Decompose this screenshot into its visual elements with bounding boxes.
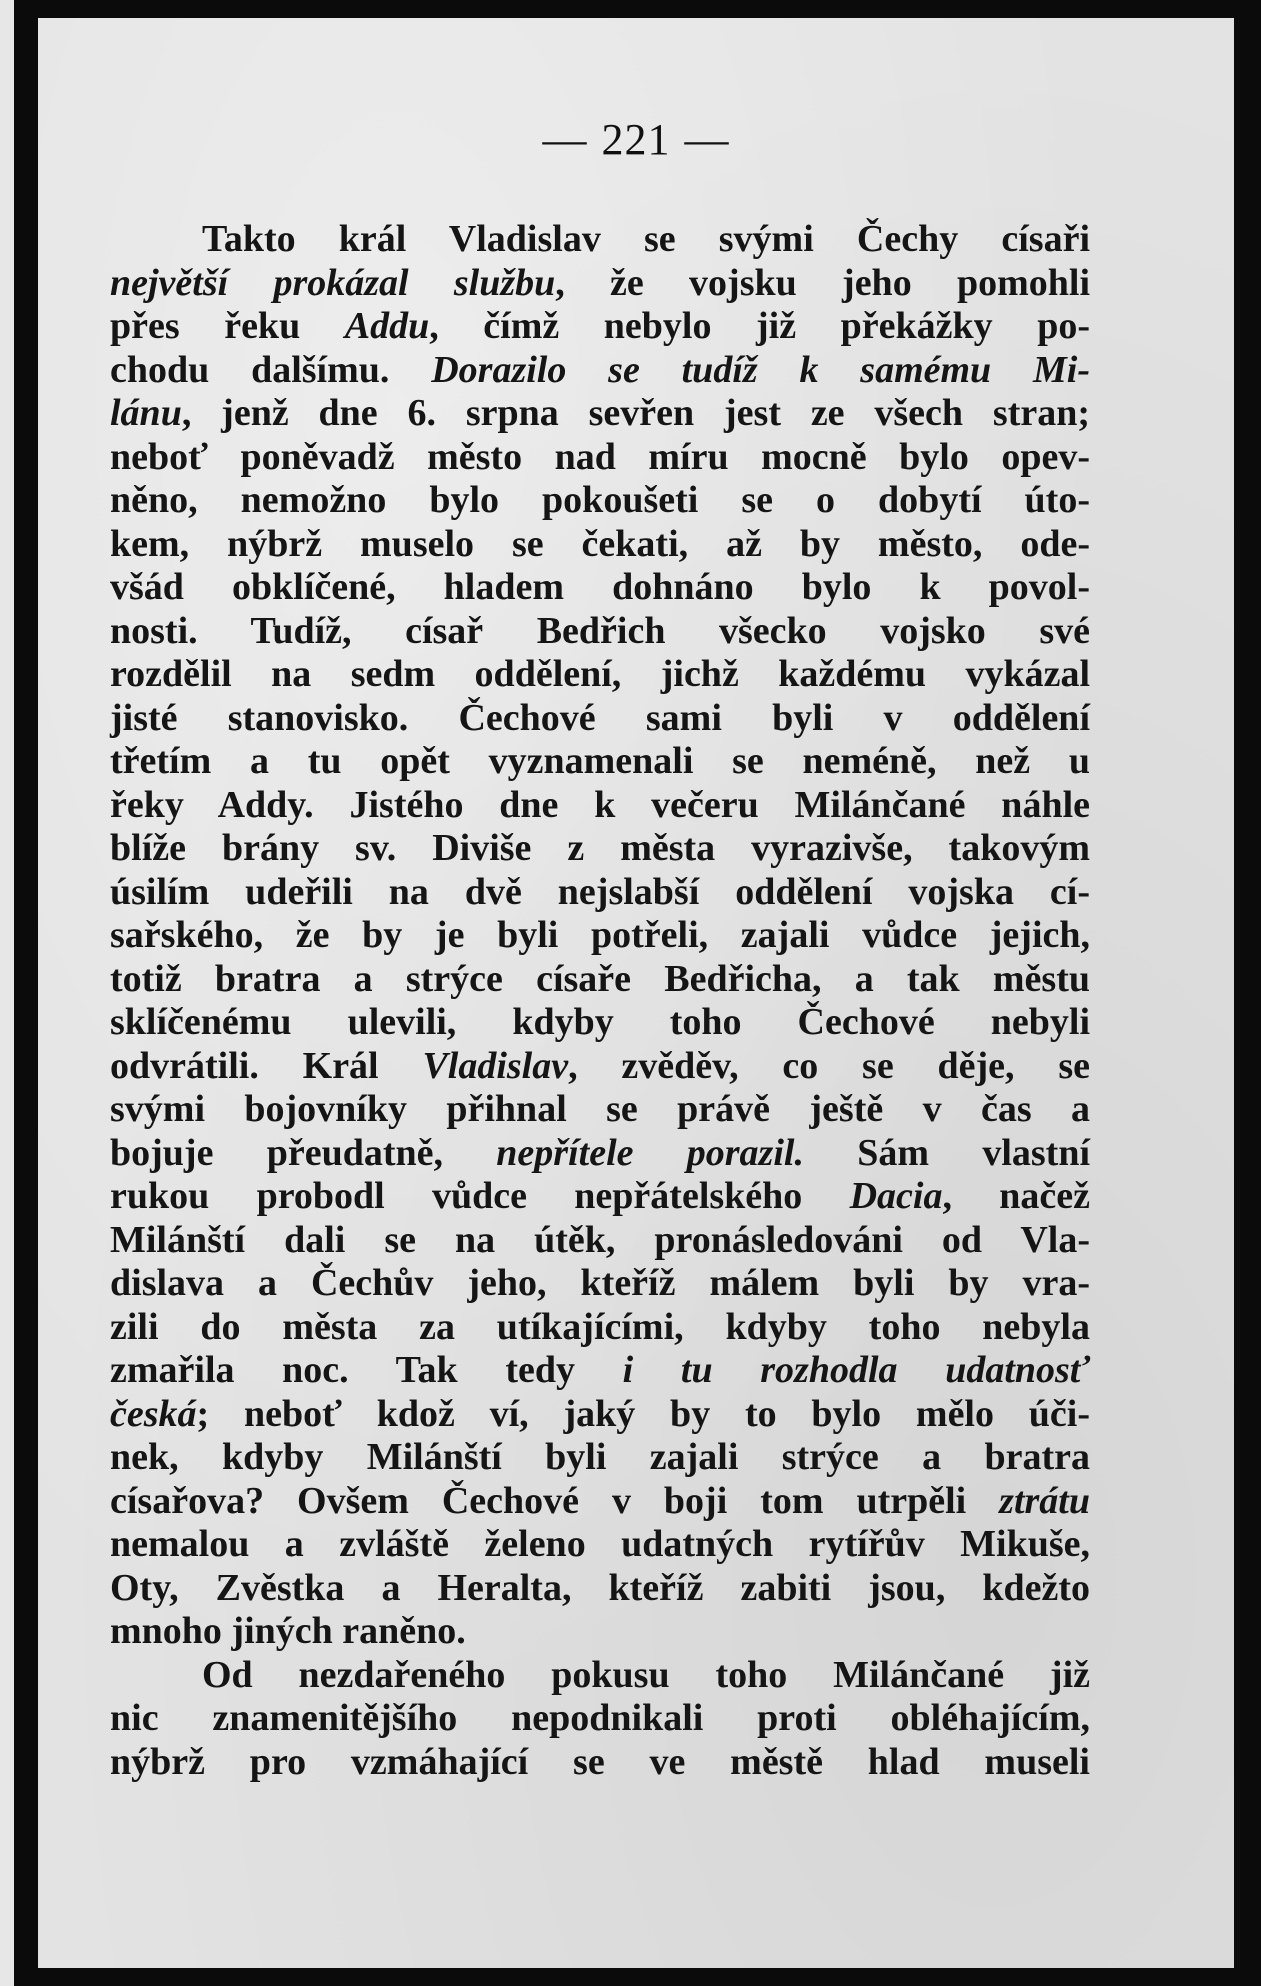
text-segment: Oty, Zvěstka a Heralta, kteříž zabiti jsou, kdežto: [110, 1566, 1090, 1609]
text-segment: blíže brány sv. Diviše z města vyrazivše, takovým: [110, 827, 1090, 869]
italic-text-segment: Dorazilo se tudíž k samému Mi-: [431, 348, 1090, 391]
text-line: [110, 610, 1090, 654]
text-segment: , čímž nebylo již překážky po-: [429, 305, 1090, 347]
italic-text-segment: Vladislav: [422, 1044, 569, 1087]
text-segment: nosti. Tudíž, císař Bedřich všecko vojsko své: [110, 609, 1090, 652]
text-line: [110, 1393, 1090, 1437]
text-segment: , načež: [942, 1175, 1090, 1217]
italic-text-segment: Addu: [344, 305, 430, 347]
text-line: [110, 1567, 1090, 1611]
header-left-dash: —: [542, 115, 588, 164]
text-segment: Sám vlastní: [803, 1131, 1091, 1174]
text-line: [110, 914, 1090, 958]
text-line: [110, 349, 1090, 393]
text-line: [110, 784, 1090, 828]
text-segment: neboť poněvadž město nad míru mocně bylo opev-: [110, 435, 1090, 478]
text-line: [110, 479, 1090, 523]
text-segment: něno, nemožno bylo pokoušeti se o dobytí úto-: [110, 479, 1090, 521]
text-segment: , zvěděv, co se děje, se: [568, 1044, 1090, 1087]
body-text: [110, 218, 1090, 1784]
text-segment: jisté stanovisko. Čechové sami byli v oddělení: [110, 696, 1090, 739]
text-line: [110, 827, 1090, 871]
text-segment: bojuje přeudatně,: [110, 1131, 497, 1174]
italic-text-segment: Dacia: [849, 1175, 943, 1217]
text-segment: Takto král Vladislav se svými Čechy císaři: [202, 218, 1090, 260]
text-line: [110, 1349, 1090, 1393]
text-segment: nýbrž pro vzmáhající se ve městě hlad museli: [110, 1740, 1090, 1783]
header-right-dash: —: [684, 115, 730, 164]
text-segment: odvrátili. Král: [110, 1044, 423, 1087]
text-line: [110, 436, 1090, 480]
text-line: [110, 1480, 1090, 1524]
book-page: [38, 18, 1234, 1968]
text-line: [110, 740, 1090, 784]
text-line: [110, 1654, 1090, 1698]
text-line: [110, 523, 1090, 567]
text-segment: řeky Addy. Jistého dne k večeru Milánčané náhle: [110, 783, 1090, 826]
text-line: [110, 1175, 1090, 1219]
text-segment: zmařila noc. Tak tedy: [110, 1349, 623, 1391]
text-line: [110, 1697, 1090, 1741]
text-segment: nek, kdyby Milánští byli zajali strýce a bratra: [110, 1436, 1090, 1478]
text-segment: , že vojsku jeho pomohli: [555, 261, 1090, 304]
text-segment: úsilím udeřili na dvě nejslabší oddělení vojska cí-: [110, 870, 1090, 913]
text-segment: sařského, že by je byli potřeli, zajali vůdce jejich,: [110, 914, 1090, 956]
text-line: [110, 1306, 1090, 1350]
text-segment: mnoho jiných raněno.: [110, 1610, 466, 1652]
text-segment: svými bojovníky přihnal se právě ještě v čas a: [110, 1088, 1090, 1130]
text-line: [110, 1045, 1090, 1089]
text-line: [110, 1132, 1090, 1176]
text-line: [110, 392, 1090, 436]
italic-text-segment: ztrátu: [999, 1479, 1090, 1522]
italic-text-segment: největší prokázal službu: [110, 261, 556, 304]
text-segment: přes řeku: [110, 305, 345, 347]
text-line: [110, 1741, 1090, 1785]
text-segment: rukou probodl vůdce nepřátelského: [110, 1175, 850, 1217]
italic-text-segment: lánu: [110, 392, 182, 434]
text-line: [110, 218, 1090, 262]
text-line: [110, 1219, 1090, 1263]
text-line: [110, 871, 1090, 915]
page-left-edge: [0, 0, 14, 1986]
text-segment: Milánští dali se na útěk, pronásledováni od Vla-: [110, 1218, 1090, 1261]
text-line: [110, 262, 1090, 306]
italic-text-segment: česká: [110, 1392, 197, 1435]
text-segment: třetím a tu opět vyznamenali se neméně, než u: [110, 740, 1090, 782]
text-segment: všád obklíčené, hladem dohnáno bylo k povol-: [110, 566, 1090, 608]
text-line: [110, 566, 1090, 610]
text-line: [110, 653, 1090, 697]
text-segment: sklíčenému ulevili, kdyby toho Čechové nebyli: [110, 1001, 1090, 1043]
text-segment: císařova? Ovšem Čechové v boji tom utrpěli: [110, 1479, 1000, 1522]
text-segment: Od nezdařeného pokusu toho Milánčané již: [202, 1653, 1090, 1696]
text-segment: dislava a Čechův jeho, kteříž málem byli by vra-: [110, 1262, 1090, 1304]
text-line: [110, 1523, 1090, 1567]
text-segment: kem, nýbrž muselo se čekati, až by město, ode-: [110, 522, 1090, 565]
text-segment: nic znamenitějšího nepodnikali proti obléhajícím,: [110, 1697, 1090, 1739]
text-line: [110, 1088, 1090, 1132]
italic-text-segment: nepřítele porazil.: [496, 1131, 804, 1174]
text-segment: zili do města za utíkajícími, kdyby toho nebyla: [110, 1305, 1090, 1348]
text-line: [110, 958, 1090, 1002]
text-line: [110, 1436, 1090, 1480]
text-segment: , jenž dne 6. srpna sevřen jest ze všech stran;: [181, 392, 1090, 434]
text-line: [110, 1001, 1090, 1045]
text-segment: nemalou a zvláště želeno udatných rytířův Mikuše,: [110, 1523, 1090, 1565]
text-segment: chodu dalšímu.: [110, 348, 432, 391]
text-segment: totiž bratra a strýce císaře Bedřicha, a tak městu: [110, 957, 1090, 1000]
text-segment: ; neboť kdož ví, jaký by to bylo mělo úči-: [196, 1392, 1090, 1435]
page-number: 221: [601, 115, 671, 164]
text-line: [110, 305, 1090, 349]
text-line: [110, 697, 1090, 741]
text-line: [110, 1610, 1090, 1654]
text-line: [110, 1262, 1090, 1306]
page-header: [38, 114, 1234, 165]
italic-text-segment: i tu rozhodla udatnosť: [622, 1349, 1090, 1391]
text-segment: rozdělil na sedm oddělení, jichž každému vykázal: [110, 653, 1090, 695]
